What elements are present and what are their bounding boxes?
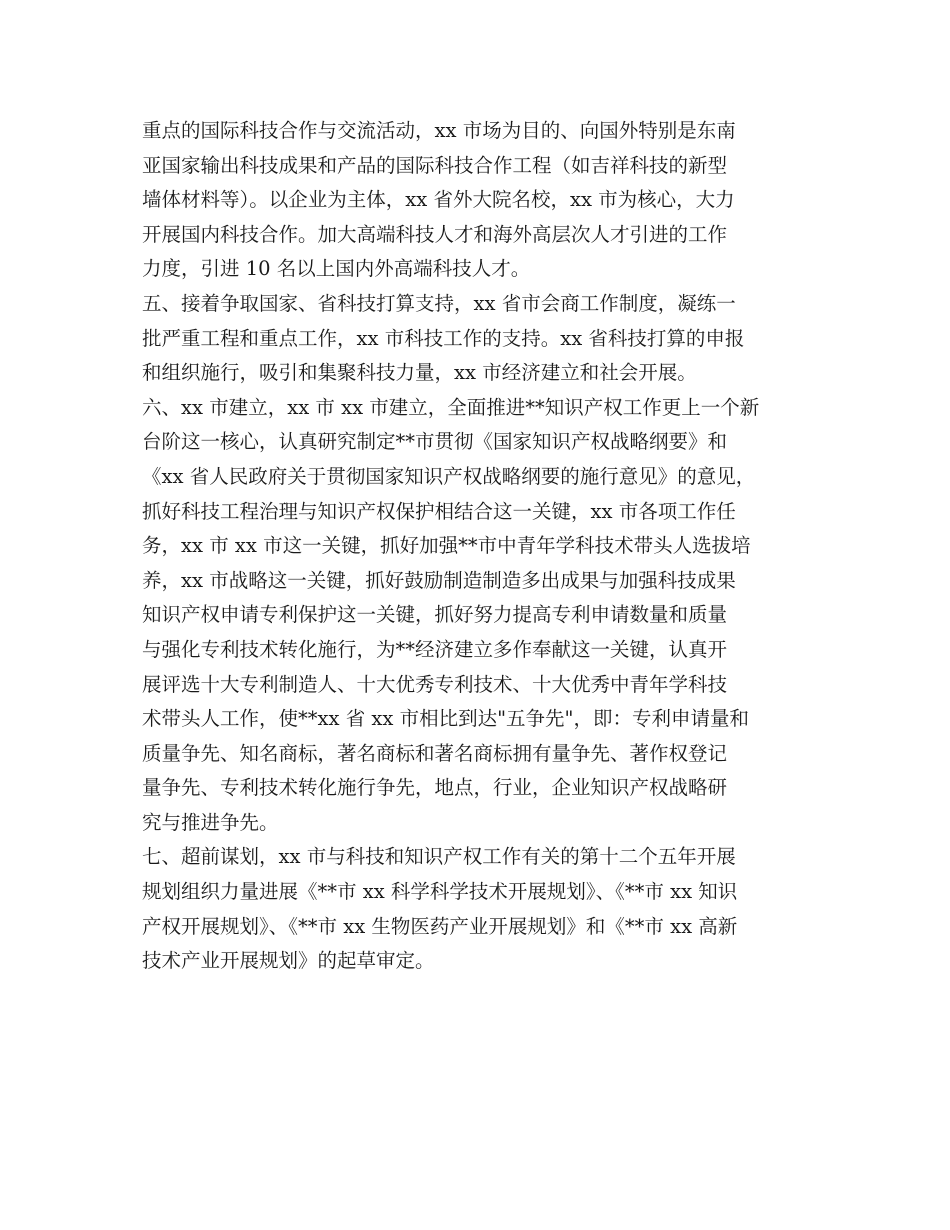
text-line: 和组织施行，吸引和集聚科技力量，xx 市经济建立和社会开展。 xyxy=(142,361,697,385)
text-line: 知识产权申请专利保护这一关键，抓好努力提高专利申请数量和质量 xyxy=(142,603,728,627)
text-line: 重点的国际科技合作与交流活动，xx 市场为目的、向国外特别是东南 xyxy=(142,119,736,142)
text-line: 六、xx 市建立，xx 市 xx 市建立，全面推进**知识产权工作更上一个新 xyxy=(142,395,760,419)
text-line: 技术产业开展规划》的起草审定。 xyxy=(142,949,435,973)
text-line: 《xx 省人民政府关于贯彻国家知识产权战略纲要的施行意见》的意见， xyxy=(142,464,756,488)
text-line: 开展国内科技合作。加大高端科技人才和海外高层次人才引进的工作 xyxy=(142,222,728,246)
text-line: 与强化专利技术转化施行，为**经济建立多作奉献这一关键，认真开 xyxy=(142,637,728,661)
text-line: 术带头人工作，使**xx 省 xx 市相比到达"五争先"，即：专利申请量和 xyxy=(142,707,750,731)
text-line: 产权开展规划》、《**市 xx 生物医药产业开展规划》和《**市 xx 高新 xyxy=(142,914,738,938)
text-line: 台阶这一核心，认真研究制定**市贯彻《国家知识产权战略纲要》和 xyxy=(142,430,728,454)
text-line: 务，xx 市 xx 市这一关键，抓好加强**市中青年学科技术带头人选拔培 xyxy=(142,534,751,558)
text-line: 墙体材料等）。以企业为主体，xx 省外大院名校，xx 市为核心，大力 xyxy=(142,188,735,212)
text-line: 养，xx 市战略这一关键，抓好鼓励制造制造多出成果与加强科技成果 xyxy=(142,568,736,592)
text-line: 批严重工程和重点工作，xx 市科技工作的支持。xx 省科技打算的申报 xyxy=(142,326,745,350)
text-line: 规划组织力量进展《**市 xx 科学科学技术开展规划》、《**市 xx 知识 xyxy=(142,880,738,904)
text-line: 力度，引进 10 名以上国内外高端科技人才。 xyxy=(142,257,531,281)
text-line: 量争先、专利技术转化施行争先，地点，行业，企业知识产权战略研 xyxy=(142,776,728,800)
text-line: 亚国家输出科技成果和产品的国际科技合作工程（如吉祥科技的新型 xyxy=(142,153,728,177)
text-line: 展评选十大专利制造人、十大优秀专利技术、十大优秀中青年学科技 xyxy=(142,672,728,696)
document-body xyxy=(142,114,822,979)
text-line: 究与推进争先。 xyxy=(142,810,279,834)
text-line: 五、接着争取国家、省科技打算支持，xx 省市会商工作制度，凝练一 xyxy=(142,291,736,315)
text-line: 抓好科技工程治理与知识产权保护相结合这一关键，xx 市各项工作任 xyxy=(142,499,736,523)
text-line: 七、超前谋划，xx 市与科技和知识产权工作有关的第十二个五年开展 xyxy=(142,845,736,869)
text-line: 质量争先、知名商标，著名商标和著名商标拥有量争先、著作权登记 xyxy=(142,741,728,765)
